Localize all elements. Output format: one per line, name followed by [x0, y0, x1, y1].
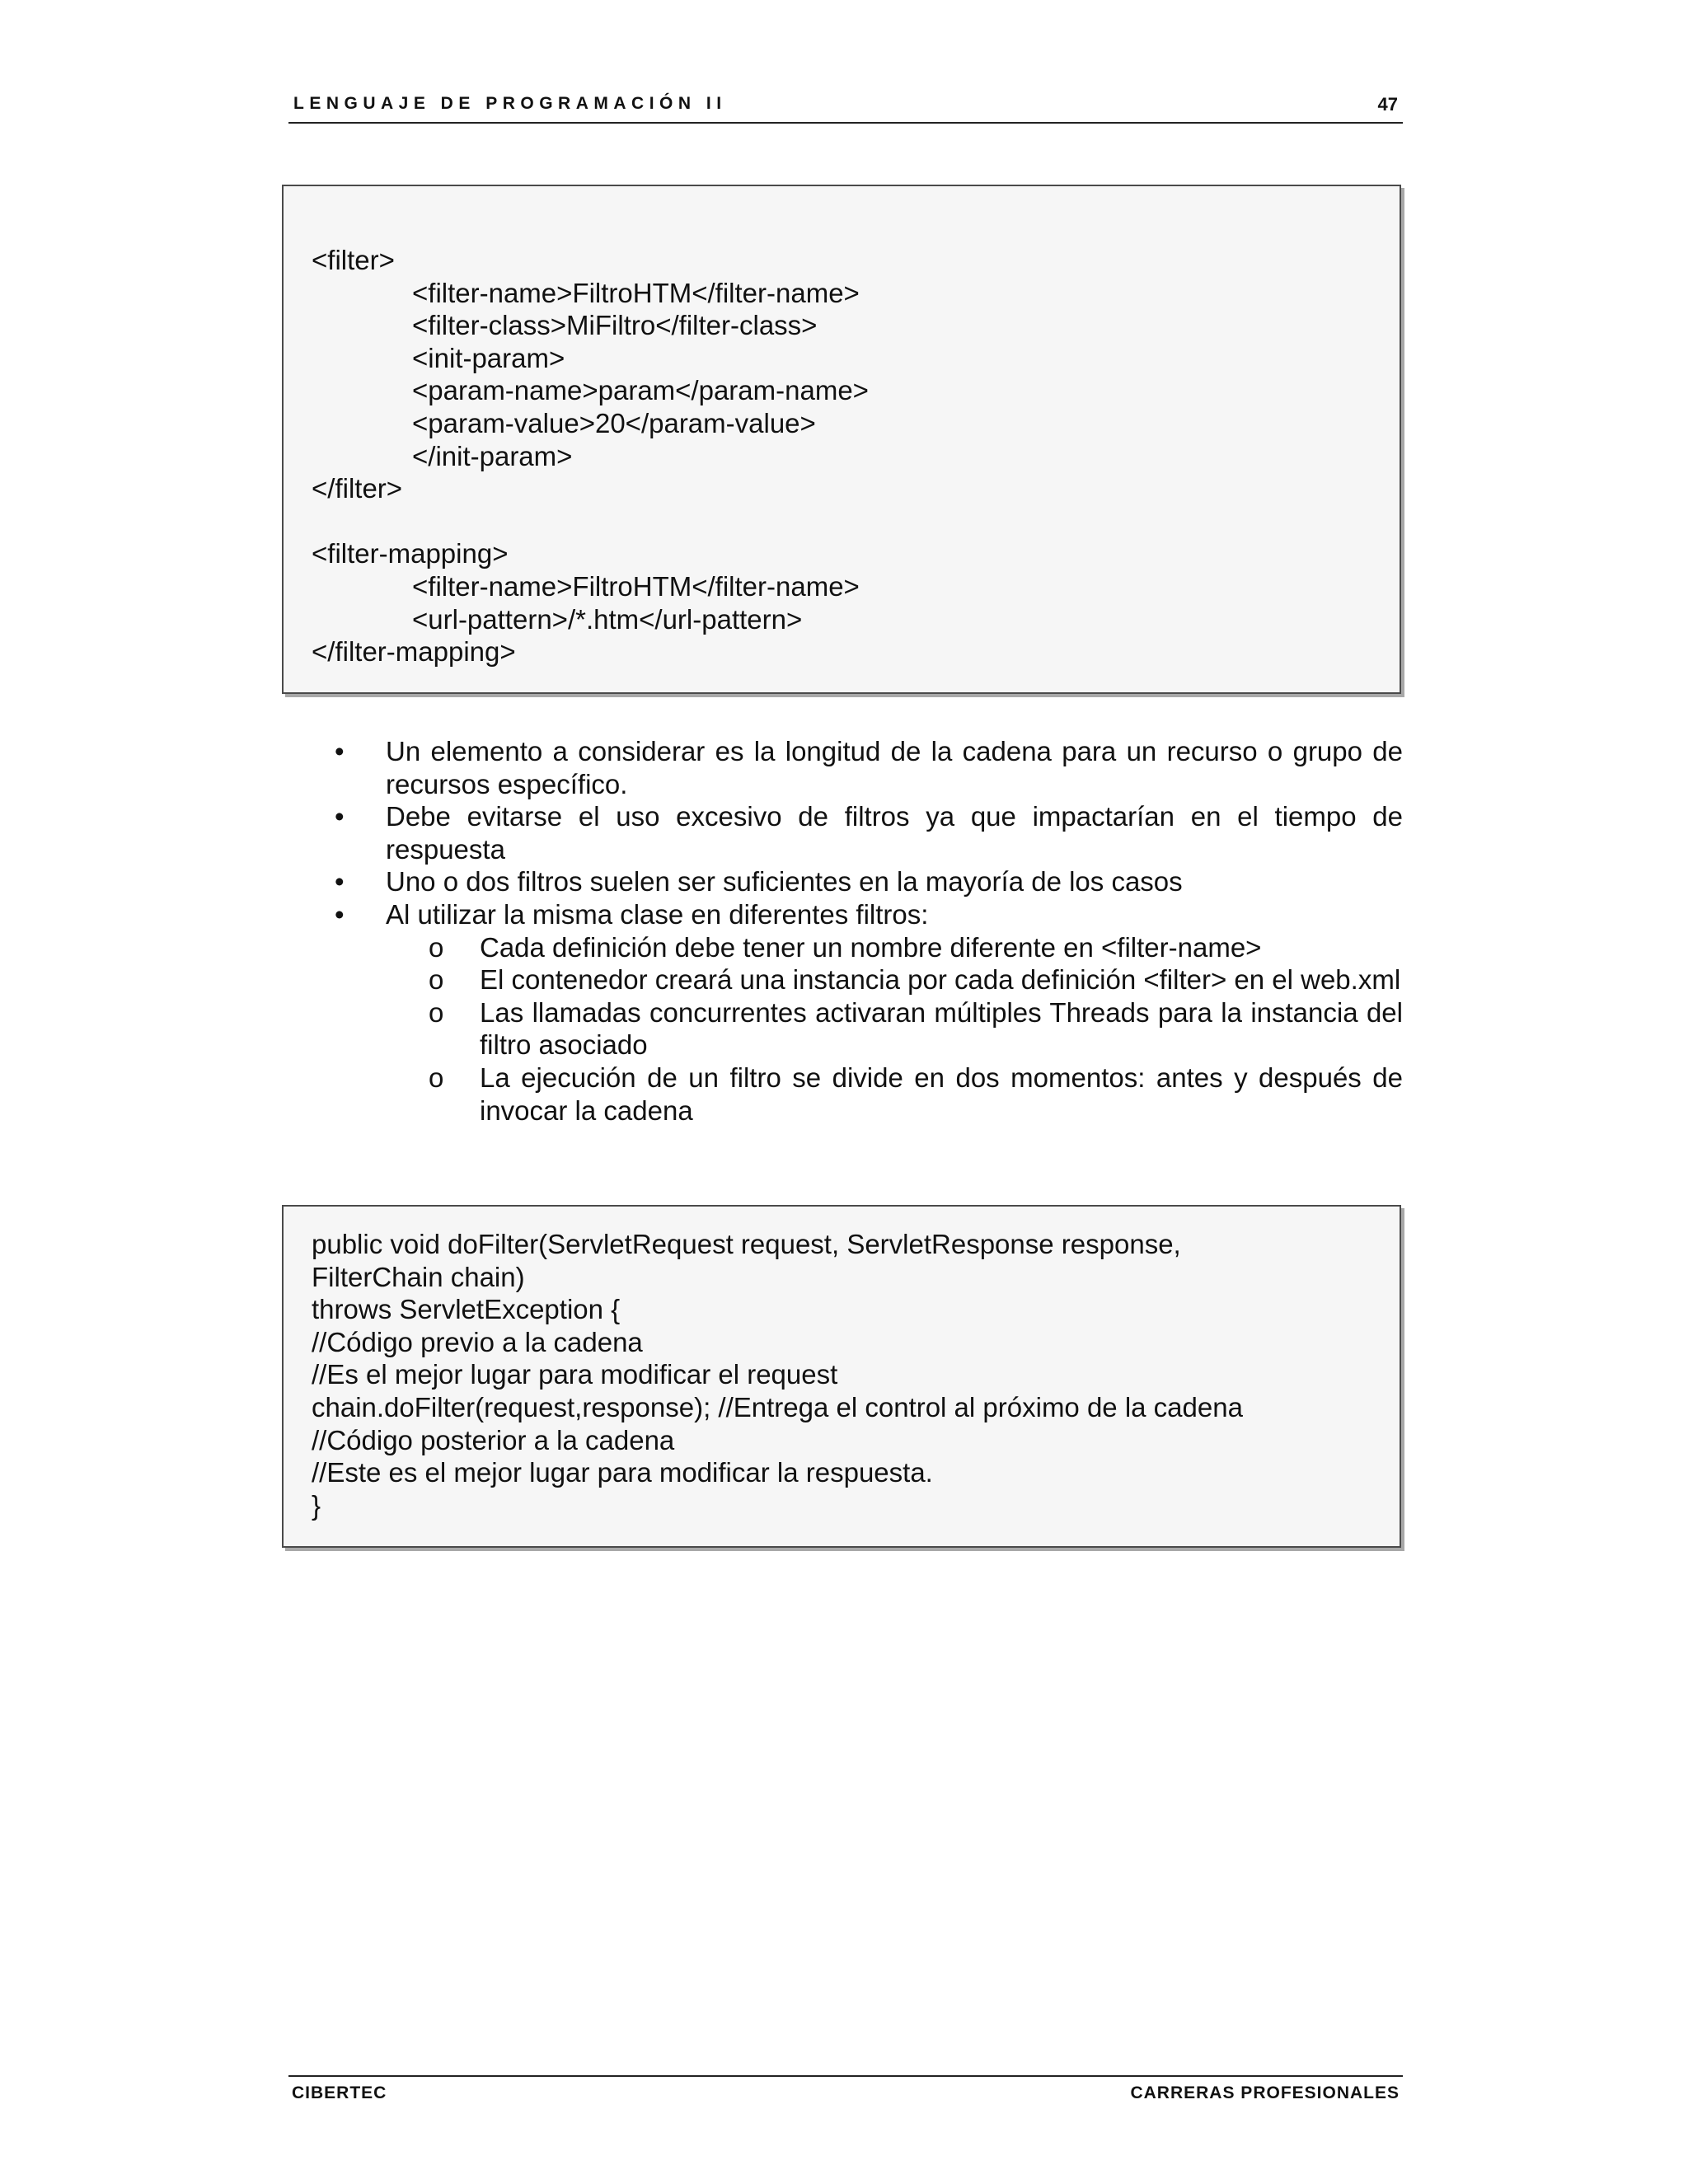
code-line: <filter-name>FiltroHTM</filter-name>	[412, 570, 860, 602]
code-line: <init-param>	[412, 342, 565, 373]
bullet-text: Uno o dos filtros suelen ser suficientes en la mayoría de los casos	[386, 866, 1183, 898]
sub-bullet-text: La ejecución de un filtro se divide en dos momentos: antes y después de invocar la cadena	[480, 1062, 1403, 1126]
page-number: 47	[1377, 94, 1398, 115]
code-line: </init-param>	[412, 440, 573, 471]
sub-bullet-item	[330, 1062, 1403, 1127]
bullet-item	[330, 865, 1403, 898]
bullet-item	[330, 800, 1403, 865]
code-line: <param-name>param</param-name>	[412, 375, 869, 406]
bullet-marker: •	[335, 801, 345, 832]
sub-bullet-marker: o	[429, 931, 444, 963]
footer-left: CIBERTEC	[292, 2083, 387, 2102]
footer-right: CARRERAS PROFESIONALES	[1130, 2083, 1400, 2102]
code-line: //Código posterior a la cadena	[312, 1424, 675, 1455]
sub-bullet-marker: o	[429, 964, 444, 996]
code-line: public void doFilter(ServletRequest request, ServletResponse response,	[312, 1229, 1181, 1259]
code-line: }	[312, 1489, 321, 1521]
code-line: throws ServletException {	[312, 1294, 621, 1325]
code-line: <filter>	[312, 245, 395, 275]
code-line: //Código previo a la cadena	[312, 1326, 643, 1357]
code-lines	[312, 244, 869, 668]
sub-bullet-marker: o	[429, 1062, 444, 1093]
code-line: </filter>	[312, 473, 403, 504]
code-line: <filter-name>FiltroHTM</filter-name>	[412, 277, 860, 308]
code-block-dofilter	[282, 1205, 1401, 1548]
code-block-filter-config	[282, 185, 1401, 694]
bullet-text: Un elemento a considerar es la longitud de la cadena para un recurso o grupo de recursos específico.	[386, 736, 1403, 799]
sub-bullet-text: El contenedor creará una instancia por cada definición <filter> en el web.xml	[480, 964, 1401, 996]
bullet-marker: •	[335, 866, 345, 898]
bullet-text: Debe evitarse el uso excesivo de filtros ya que impactarían en el tiempo de respuesta	[386, 801, 1403, 865]
code-line: <filter-mapping>	[312, 538, 509, 569]
header-title: LENGUAJE DE PROGRAMACIÓN II	[293, 94, 727, 113]
page-header	[288, 92, 1403, 124]
bullet-text: Al utilizar la misma clase en diferentes filtros:	[386, 898, 929, 930]
code-line: FilterChain chain)	[312, 1261, 525, 1292]
code-line: //Es el mejor lugar para modificar el request	[312, 1359, 838, 1390]
sub-bullet-text: Las llamadas concurrentes activaran múltiples Threads para la instancia del filtro asociado	[480, 996, 1403, 1061]
bullet-marker: •	[335, 736, 345, 766]
code-line: </filter-mapping>	[312, 636, 516, 668]
code-line: <param-value>20</param-value>	[412, 407, 816, 438]
code-line: chain.doFilter(request,response); //Entrega el control al próximo de la cadena	[312, 1391, 1243, 1422]
code-lines	[312, 1228, 1243, 1521]
sub-bullet-text: Cada definición debe tener un nombre diferente en <filter-name>	[480, 931, 1262, 963]
code-line: //Este es el mejor lugar para modificar la respuesta.	[312, 1457, 933, 1488]
bullet-item	[330, 898, 1403, 931]
code-line: <url-pattern>/*.htm</url-pattern>	[412, 603, 803, 635]
code-line: <filter-class>MiFiltro</filter-class>	[412, 310, 818, 341]
sub-bullet-item	[330, 931, 1403, 964]
page-footer	[288, 2075, 1403, 2107]
bullet-list	[330, 735, 1403, 1127]
bullet-marker: •	[335, 898, 345, 930]
sub-bullet-marker: o	[429, 996, 444, 1028]
sub-bullet-item	[330, 996, 1403, 1062]
bullet-item	[330, 735, 1403, 800]
sub-bullet-item	[330, 963, 1403, 996]
code-line	[312, 505, 869, 538]
